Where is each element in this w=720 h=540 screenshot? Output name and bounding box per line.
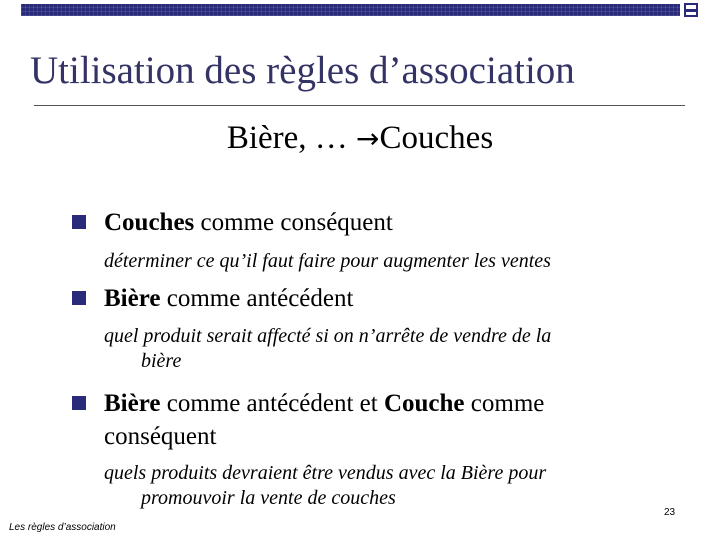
bullet-3-text2: comme: [464, 390, 545, 417]
slide-title: Utilisation des règles d’association: [30, 49, 575, 92]
corner-decoration: [684, 3, 698, 17]
bullet-2-detail: [104, 324, 664, 374]
square-bullet-icon: [72, 291, 86, 305]
bullet-3-detail-line2: promouvoir la vente de couches: [141, 487, 396, 509]
bullet-item-2: [104, 282, 664, 315]
bullet-3-line2: conséquent: [104, 423, 217, 450]
page-number: 23: [664, 507, 676, 518]
bullet-1-detail-line1: déterminer ce qu’il faut faire pour augmenter les ventes: [104, 250, 551, 272]
rule-consequent: Couches: [379, 120, 494, 156]
bullet-1-bold: Couches: [104, 209, 195, 236]
bullet-3-bold: Bière: [104, 390, 161, 417]
square-bullet-icon: [72, 215, 86, 229]
bullet-2-text: comme antécédent: [160, 285, 354, 312]
title-divider: [34, 105, 685, 106]
bullet-2-bold: Bière: [104, 285, 161, 312]
bullet-item-1: [104, 206, 664, 239]
bullet-3-text: comme antécédent et: [160, 390, 384, 417]
bullet-3-detail: [104, 461, 664, 511]
bullet-3-detail-line1: quels produits devraient être vendus avec la Bière pour: [104, 462, 547, 484]
bullet-1-text: comme conséquent: [194, 209, 393, 236]
association-rule: [0, 118, 720, 159]
bullet-2-detail-line2: bière: [141, 350, 182, 372]
bullet-1-detail: [104, 249, 664, 274]
rule-antecedent: Bière, …: [226, 120, 357, 156]
bullet-item-3: [104, 387, 664, 453]
bullet-3-bold2: Couche: [383, 390, 465, 417]
footer-label: Les règles d’association: [9, 522, 116, 533]
arrow-icon: →: [356, 122, 380, 155]
bullet-2-detail-line1: quel produit serait affecté si on n’arrête de vendre de la: [104, 325, 552, 347]
square-bullet-icon: [72, 396, 86, 410]
top-decorative-bar: [21, 4, 680, 16]
